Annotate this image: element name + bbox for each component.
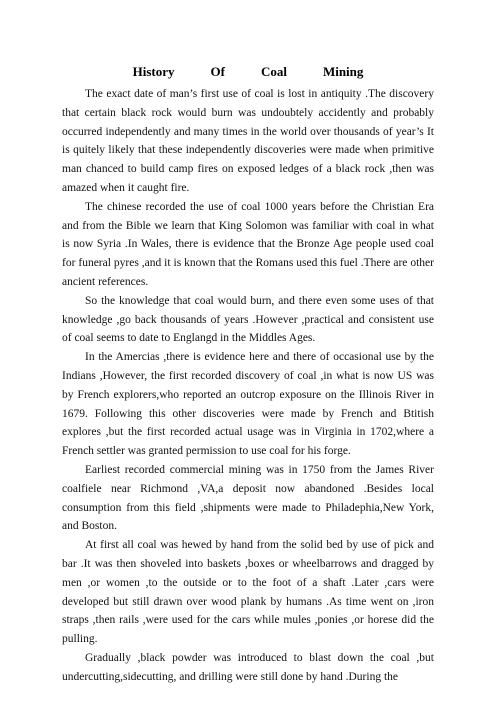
- paragraph: In the Amercias ,there is evidence here and there of occasional use by the Indians ,However, the first recorded discovery of coal ,in what is now US was by French explorers,who reported an outcrop exposure on the Illinois River in 1679. Following this other discoveries were made by French and Btitish explores ,but the first recorded actual usage was in Virginia in 1702,where a French settler was granted permission to use coal for his forge.: [62, 351, 434, 458]
- paragraph: Earliest recorded commercial mining was in 1750 from the James River coalfiele near Richmond ,VA,a deposit now abandoned .Besides local consumption from this field ,shipments were made to Philadephia,New York, and Boston.: [62, 463, 434, 533]
- paragraph: The exact date of man’s first use of coal is lost in antiquity .The discovery that certain black rock would burn was undoubtely accidently and probably occurred independently and many times in the world over thousands of year’s It is quitely likely that these independently discoveries were made when primitive man chanced to build camp fires on exposed ledges of a black rock ,then was amazed when it caught fire.: [62, 88, 434, 194]
- title-word: Of: [210, 64, 225, 79]
- document-body: [62, 85, 434, 687]
- title-word: Coal: [260, 64, 287, 79]
- paragraph: At first all coal was hewed by hand from the solid bed by use of pick and bar .It was then shoveled into baskets ,boxes or wheelbarrows and dragged by men ,or women ,to the outside or to the foot of a shaft .Later ,cars were developed but still drawn over wood plank by humans .As time went on ,iron straps ,then rails ,were used for the cars while mules ,ponies ,or horese did the pulling.: [62, 539, 434, 646]
- paragraph: Gradually ,black powder was introduced to blast down the coal ,but undercutting,sidecutting, and drilling were still done by hand .During the: [62, 651, 434, 683]
- title-word: History: [132, 64, 175, 79]
- paragraph: The chinese recorded the use of coal 1000 years before the Christian Era and from the Bible we learn that King Solomon was familiar with coal in what is now Syria .In Wales, there is evidence that the Bronze Age people used coal for funeral pyres ,and it is known that the Romans used this fuel .There are other ancient references.: [62, 200, 434, 288]
- paragraph: So the knowledge that coal would burn, and there even some uses of that knowledge ,go back thousands of years .However ,practical and consistent use of coal seems to date to Englangd in the Middles Ages.: [62, 294, 434, 345]
- document-title: [62, 64, 434, 80]
- title-word: Mining: [322, 64, 364, 79]
